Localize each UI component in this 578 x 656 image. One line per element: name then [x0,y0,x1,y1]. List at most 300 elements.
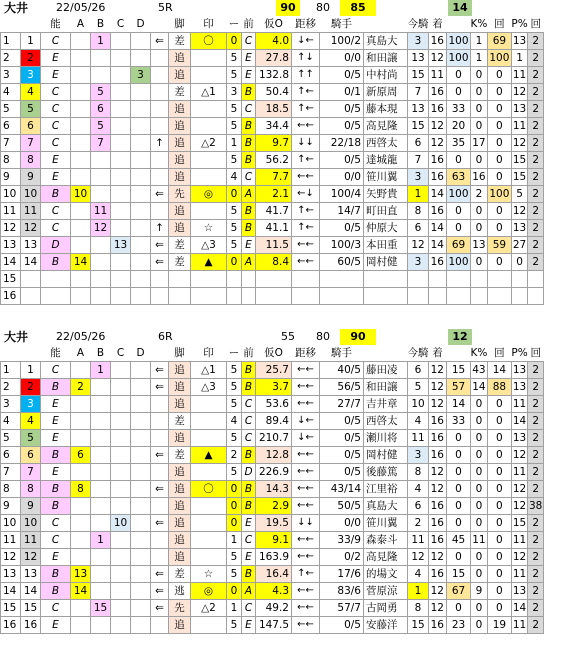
p-pct: 0 [487,396,511,413]
col-d [131,237,151,254]
arrow-cell [151,152,169,169]
times-3: 2 [528,362,544,379]
col-a [71,271,91,288]
horse-no: 2 [21,379,41,396]
mark-cell [191,430,227,447]
horse-no: 14 [21,583,41,600]
zero-cell: 4 [227,413,242,430]
col-d [131,101,151,118]
finish-cell: 16 [429,84,447,101]
prev-cell: B [242,118,256,135]
style-cell: 差 [169,413,191,430]
col-d [131,84,151,101]
col-d [131,169,151,186]
finish-cell: 12 [429,362,447,379]
race-number: 6R [158,330,173,343]
row-no: 6 [1,118,21,135]
jockey-rank: 13 [408,101,429,118]
col-header: D [136,347,145,359]
dist-cell: ↑← [292,84,320,101]
p-pct: 0 [487,549,511,566]
jockey-cell: 笹川翼 [364,515,408,532]
mark-cell [191,118,227,135]
jockey-stat: 0/5 [320,152,364,169]
dist-cell: ↑↓ [292,50,320,67]
col-a: 13 [71,566,91,583]
horse-no: 7 [21,464,41,481]
rank-cell: E [41,617,71,634]
times-1: 0 [471,515,488,532]
col-d [131,447,151,464]
row-no: 16 [1,288,21,305]
jockey-cell: 高見隆 [364,118,408,135]
col-header [1,345,21,362]
jockey-cell: 藤田凌 [364,362,408,379]
col-c [111,254,131,271]
style-cell: 追 [169,481,191,498]
rank-cell: E [41,169,71,186]
col-header: K% [470,347,488,359]
finish-cell: 16 [429,515,447,532]
p-pct: 14 [487,362,511,379]
odds-cell: 19.5 [256,515,292,532]
zero-cell: 5 [227,396,242,413]
times-3: 2 [528,135,544,152]
odds-cell: 14.3 [256,481,292,498]
horse-no [21,271,41,288]
p-pct: 0 [487,254,511,271]
row-no: 3 [1,396,21,413]
dist-cell: ←← [292,600,320,617]
zero-cell: 5 [227,549,242,566]
venue-title: 大井 [4,1,29,15]
jockey-rank: 3 [408,169,429,186]
prev-cell: B [242,379,256,396]
col-a [71,135,91,152]
rank-cell: E [41,67,71,84]
horse-no [21,288,41,305]
col-header: C [116,18,125,30]
prev-cell: A [242,583,256,600]
col-b: 12 [91,220,111,237]
times-1: 0 [471,600,488,617]
row-no: 16 [1,617,21,634]
times-2: 0 [511,254,527,271]
jockey-rank: 4 [408,413,429,430]
rank-cell: C [41,33,71,50]
k-pct: 100 [447,50,471,67]
col-b [91,254,111,271]
horse-no: 6 [21,447,41,464]
p-pct [487,271,511,288]
k-pct: 33 [447,101,471,118]
table-row [1,152,544,169]
col-a [71,515,91,532]
col-header [364,16,408,33]
jockey-stat: 0/1 [320,84,364,101]
jockey-rank: 1 [408,583,429,600]
times-2: 11 [511,396,527,413]
jockey-rank: 8 [408,600,429,617]
dist-cell: ←← [292,549,320,566]
row-no: 5 [1,430,21,447]
zero-cell: 5 [227,152,242,169]
times-2: 12 [511,135,527,152]
finish-cell: 14 [429,186,447,203]
horse-no: 2 [21,50,41,67]
times-3 [528,288,544,305]
rank-cell: B [41,447,71,464]
prev-cell: C [242,33,256,50]
table-row [1,186,544,203]
times-1: 0 [471,152,488,169]
jockey-rank: 4 [408,481,429,498]
row-no: 10 [1,186,21,203]
jockey-stat: 100/2 [320,33,364,50]
table-row [1,430,544,447]
rank-cell: E [41,430,71,447]
finish-cell [429,288,447,305]
odds-cell: 9.7 [256,135,292,152]
row-no: 8 [1,152,21,169]
col-d [131,379,151,396]
jockey-stat: 0/0 [320,515,364,532]
times-2: 11 [511,118,527,135]
rank-cell: C [41,118,71,135]
times-3: 38 [528,498,544,515]
times-1: 14 [471,379,488,396]
times-3: 2 [528,566,544,583]
table-row [1,566,544,583]
row-no: 13 [1,237,21,254]
zero-cell: 5 [227,430,242,447]
col-a [71,84,91,101]
horse-no: 8 [21,152,41,169]
table-row [1,169,544,186]
prev-cell: C [242,396,256,413]
arrow-cell [151,67,169,84]
col-header: 回 [494,347,505,359]
col-a: 14 [71,254,91,271]
k-pct: 57 [447,379,471,396]
dist-cell: ←← [292,396,320,413]
horse-no: 10 [21,515,41,532]
mark-cell [191,288,227,305]
jockey-stat: 17/6 [320,566,364,583]
times-2: 12 [511,549,527,566]
odds-cell: 53.6 [256,396,292,413]
col-b [91,186,111,203]
jockey-stat: 0/5 [320,447,364,464]
row-no: 14 [1,254,21,271]
horse-no: 9 [21,169,41,186]
row-no: 6 [1,447,21,464]
col-b [91,464,111,481]
col-c [111,84,131,101]
k-pct: 0 [447,600,471,617]
finish-cell: 16 [429,498,447,515]
times-1: 0 [471,464,488,481]
times-1: 2 [471,186,488,203]
k-pct: 0 [447,152,471,169]
style-cell: 差 [169,33,191,50]
k-pct: 0 [447,498,471,515]
p-pct: 0 [487,152,511,169]
jockey-stat [320,271,364,288]
col-b [91,288,111,305]
race-table [0,16,544,305]
col-d [131,396,151,413]
horse-no: 1 [21,362,41,379]
times-1: 0 [471,254,488,271]
p-pct: 69 [487,33,511,50]
horse-no: 11 [21,203,41,220]
odds-cell: 16.4 [256,566,292,583]
style-cell: 追 [169,50,191,67]
table-row [1,600,544,617]
col-a [71,118,91,135]
times-3: 2 [528,379,544,396]
jockey-rank: 11 [408,532,429,549]
race-date: 22/05/26 [56,330,106,343]
p-pct: 0 [487,566,511,583]
dist-cell: ↓↓ [292,135,320,152]
zero-cell: 1 [227,135,242,152]
col-header: 回 [494,18,505,30]
col-header: 能 [50,347,61,359]
zero-cell: 5 [227,464,242,481]
dist-cell: ↑← [292,203,320,220]
style-cell: 追 [169,362,191,379]
jockey-cell: 藤本現 [364,101,408,118]
jockey-stat: 83/6 [320,583,364,600]
jockey-rank: 1 [408,186,429,203]
row-no: 1 [1,33,21,50]
jockey-cell: 江里裕 [364,481,408,498]
table-row [1,549,544,566]
style-cell: 追 [169,617,191,634]
dist-cell: ←← [292,237,320,254]
prev-cell: B [242,566,256,583]
times-3: 2 [528,67,544,84]
times-3: 2 [528,413,544,430]
table-row [1,413,544,430]
horse-no: 16 [21,617,41,634]
arrow-cell: ⇐ [151,33,169,50]
col-c [111,583,131,600]
col-d [131,566,151,583]
mark-2: 80 [316,1,330,14]
jockey-rank [408,271,429,288]
col-d [131,186,151,203]
rank-cell: C [41,600,71,617]
dist-cell [292,288,320,305]
finish-cell [429,271,447,288]
rank-cell [41,271,71,288]
zero-cell: 0 [227,515,242,532]
times-1: 0 [471,396,488,413]
rank-cell: B [41,186,71,203]
col-c [111,288,131,305]
odds-cell: 132.8 [256,67,292,84]
table-row [1,84,544,101]
times-3: 2 [528,464,544,481]
times-3: 2 [528,237,544,254]
col-header: 騎手 [331,18,352,30]
header-row [1,345,544,362]
col-c [111,379,131,396]
k-pct: 69 [447,237,471,254]
times-2: 12 [511,481,527,498]
col-header [447,345,471,362]
zero-cell: 5 [227,50,242,67]
times-3: 2 [528,481,544,498]
jockey-cell: 安藤洋 [364,617,408,634]
col-header: ー [228,347,240,359]
col-b [91,566,111,583]
rank-cell: C [41,220,71,237]
prev-cell: E [242,67,256,84]
finish-cell: 16 [429,447,447,464]
jockey-stat: 0/5 [320,118,364,135]
arrow-cell: ⇐ [151,186,169,203]
style-cell: 追 [169,498,191,515]
col-d [131,413,151,430]
row-no: 15 [1,600,21,617]
zero-cell [227,271,242,288]
col-header: B [96,347,105,359]
k-pct: 0 [447,84,471,101]
times-3: 2 [528,583,544,600]
zero-cell: 3 [227,84,242,101]
jockey-stat: 100/4 [320,186,364,203]
horse-no: 3 [21,67,41,84]
jockey-rank: 6 [408,362,429,379]
times-1: 0 [471,481,488,498]
times-3: 2 [528,152,544,169]
arrow-cell: ⇐ [151,362,169,379]
finish-cell: 12 [429,481,447,498]
k-pct: 35 [447,135,471,152]
zero-cell: 0 [227,33,242,50]
jockey-rank: 13 [408,50,429,67]
p-pct: 0 [487,220,511,237]
col-header: 脚 [174,18,185,30]
style-cell: 差 [169,447,191,464]
jockey-cell: 岡村健 [364,254,408,271]
table-row [1,481,544,498]
zero-cell: 0 [227,254,242,271]
row-no: 15 [1,271,21,288]
col-d [131,271,151,288]
mark-cell: △2 [191,135,227,152]
horse-no: 12 [21,220,41,237]
times-1: 0 [471,498,488,515]
odds-cell: 2.1 [256,186,292,203]
mark-3: 85 [340,0,376,16]
race-date: 22/05/26 [56,1,106,14]
row-no: 9 [1,169,21,186]
dist-cell: ←← [292,169,320,186]
prev-cell: C [242,101,256,118]
style-cell: 追 [169,135,191,152]
table-row [1,33,544,50]
col-b [91,152,111,169]
times-3: 2 [528,33,544,50]
jockey-rank: 3 [408,254,429,271]
col-a [71,50,91,67]
k-pct: 0 [447,549,471,566]
race-header [0,329,578,345]
jockey-cell: 西啓太 [364,135,408,152]
mark-cell [191,152,227,169]
jockey-cell [364,271,408,288]
arrow-cell [151,50,169,67]
times-1: 0 [471,413,488,430]
horse-no: 11 [21,532,41,549]
horse-no: 3 [21,396,41,413]
jockey-stat: 0/5 [320,430,364,447]
col-header [21,16,41,33]
k-pct: 0 [447,464,471,481]
horse-no: 14 [21,254,41,271]
jockey-rank: 8 [408,203,429,220]
table-row [1,118,544,135]
k-pct: 0 [447,430,471,447]
k-pct: 63 [447,169,471,186]
jockey-cell: 町田直 [364,203,408,220]
mark-cell [191,67,227,84]
jockey-cell [364,288,408,305]
zero-cell: 5 [227,101,242,118]
dist-cell: ←← [292,447,320,464]
col-c [111,362,131,379]
rank-cell: E [41,549,71,566]
arrow-cell: ⇐ [151,237,169,254]
jockey-stat: 43/14 [320,481,364,498]
jockey-rank: 12 [408,237,429,254]
col-c [111,430,131,447]
col-d [131,152,151,169]
col-d [131,464,151,481]
col-c: 13 [111,237,131,254]
dist-cell: ↑← [292,152,320,169]
k-pct: 0 [447,203,471,220]
jockey-rank: 2 [408,515,429,532]
jockey-stat: 0/5 [320,67,364,84]
style-cell: 差 [169,566,191,583]
p-pct: 0 [487,430,511,447]
table-row [1,67,544,84]
times-2: 12 [511,498,527,515]
col-d [131,288,151,305]
odds-cell: 3.7 [256,379,292,396]
col-a [71,67,91,84]
jockey-stat: 56/5 [320,379,364,396]
col-b [91,583,111,600]
mark-cell [191,617,227,634]
col-c [111,169,131,186]
arrow-cell: ↑ [151,135,169,152]
odds-cell: 2.9 [256,498,292,515]
col-header: 能 [50,18,61,30]
prev-cell [242,288,256,305]
col-header: 仮O [264,18,283,30]
mark-cell: ◎ [191,186,227,203]
col-b: 11 [91,203,111,220]
col-c [111,33,131,50]
rank-cell: B [41,566,71,583]
